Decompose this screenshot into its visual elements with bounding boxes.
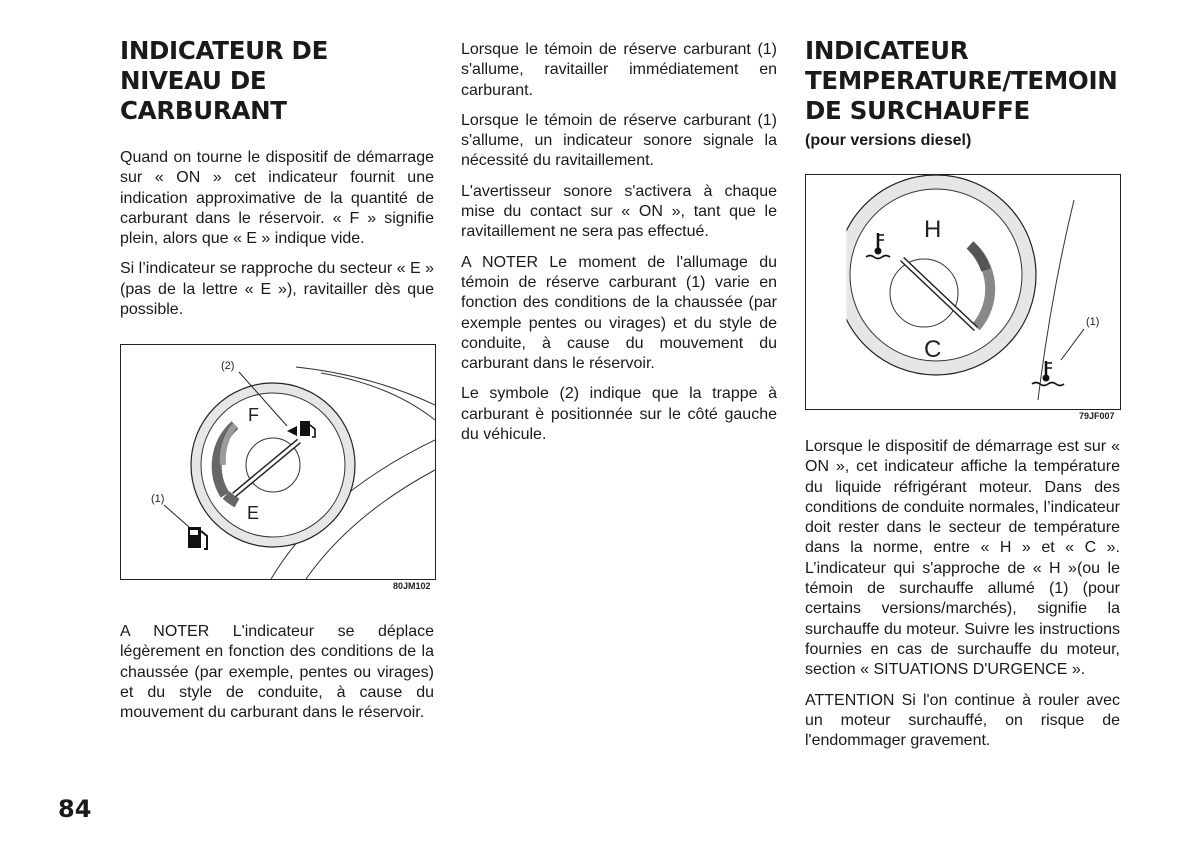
overheat-warning-icon: [1032, 361, 1064, 386]
temp-paragraph: Lorsque le dispositif de démarrage est sur « ON », cet indicateur affiche la température du liquide réfrigérant moteur. Dans des conditions de conduite normales, l’indicateur doit rester dans le secteur de température dans la norme, entre « H » et « C ». L’indicateur qui s'approche de « H »(ou le témoin de surchauffe allumé (1) (pour certains versions/marchés), signifie la surchauffe du moteur. Suivre les instructions fournies en cas de surchauffe du moteur, section « SITUATIONS D'URGENCE ».: [805, 438, 1120, 679]
middle-column: [461, 40, 777, 455]
temp-section-title: INDICATEUR TEMPERATURE/TEMOIN DE SURCHAUFFE: [805, 36, 1118, 125]
middle-paragraph: Lorsque le témoin de réserve carburant (1) s'allume, un indicateur sonore signale la nécessité du ravitaillement.: [461, 111, 777, 170]
fuel-paragraph: Quand on tourne le dispositif de démarrage sur « ON » cet indicateur fournit une indication approximative de la quantité de carburant dans le réservoir. « F » signifie plein, alors que « E » indique vide.: [120, 149, 434, 248]
temp-paragraph: ATTENTION Si l'on continue à rouler avec un moteur surchauffé, on risque de l'endommager gravement.: [805, 691, 1120, 750]
callout-1: (1): [1086, 316, 1100, 328]
page-number: 84: [58, 795, 92, 823]
temp-section-subtitle: (pour versions diesel): [805, 132, 972, 149]
fuel-paragraph: Si l’indicateur se rapproche du secteur « E » (pas de la lettre « E »), ravitailler dès que possible.: [120, 260, 434, 319]
middle-paragraph: Lorsque le témoin de réserve carburant (1) s'allume, ravitailler immédiatement en carburant.: [461, 41, 777, 99]
fuel-note-block: [120, 622, 434, 733]
fuel-gauge-section: [120, 36, 434, 330]
fuel-gauge-empty-label: E: [247, 503, 260, 523]
middle-paragraph: Le symbole (2) indique que la trappe à carburant è positionnée sur le côté gauche du véhicule.: [461, 385, 777, 444]
middle-paragraph: A NOTER Le moment de l'allumage du témoin de réserve carburant (1) varie en fonction des conditions de la chaussée (par exemple pentes ou virages) et du style de conduite, à cause du mouvement du carburant dans le réservoir.: [461, 253, 777, 373]
temperature-section: [805, 36, 1120, 170]
temp-gauge-hot-label: H: [924, 216, 942, 243]
fuel-gauge-figure: [120, 344, 436, 580]
temperature-gauge-figure: [805, 174, 1121, 410]
middle-paragraph: L'avertisseur sonore s'activera à chaque mise du contact sur « ON », tant que le ravitaillement ne sera pas effectué.: [461, 182, 777, 241]
temp-gauge-cold-label: C: [924, 336, 942, 363]
fuel-gauge-full-label: F: [248, 405, 259, 425]
figure-code: 80JM102: [393, 581, 431, 591]
fuel-reserve-warning-icon: [188, 527, 207, 549]
fuel-section-title: INDICATEUR DE NIVEAU DE CARBURANT: [120, 36, 329, 125]
temp-text-block: [805, 437, 1120, 761]
fuel-note: A NOTER L'indicateur se déplace légèrement en fonction des conditions de la chaussée (par exemple, pentes ou virages) et du style de conduite, à cause du mouvement du carburant dans le réservoir.: [120, 623, 434, 722]
callout-1: (1): [151, 493, 165, 505]
callout-2: (2): [221, 360, 235, 372]
figure-code: 79JF007: [1079, 411, 1115, 421]
